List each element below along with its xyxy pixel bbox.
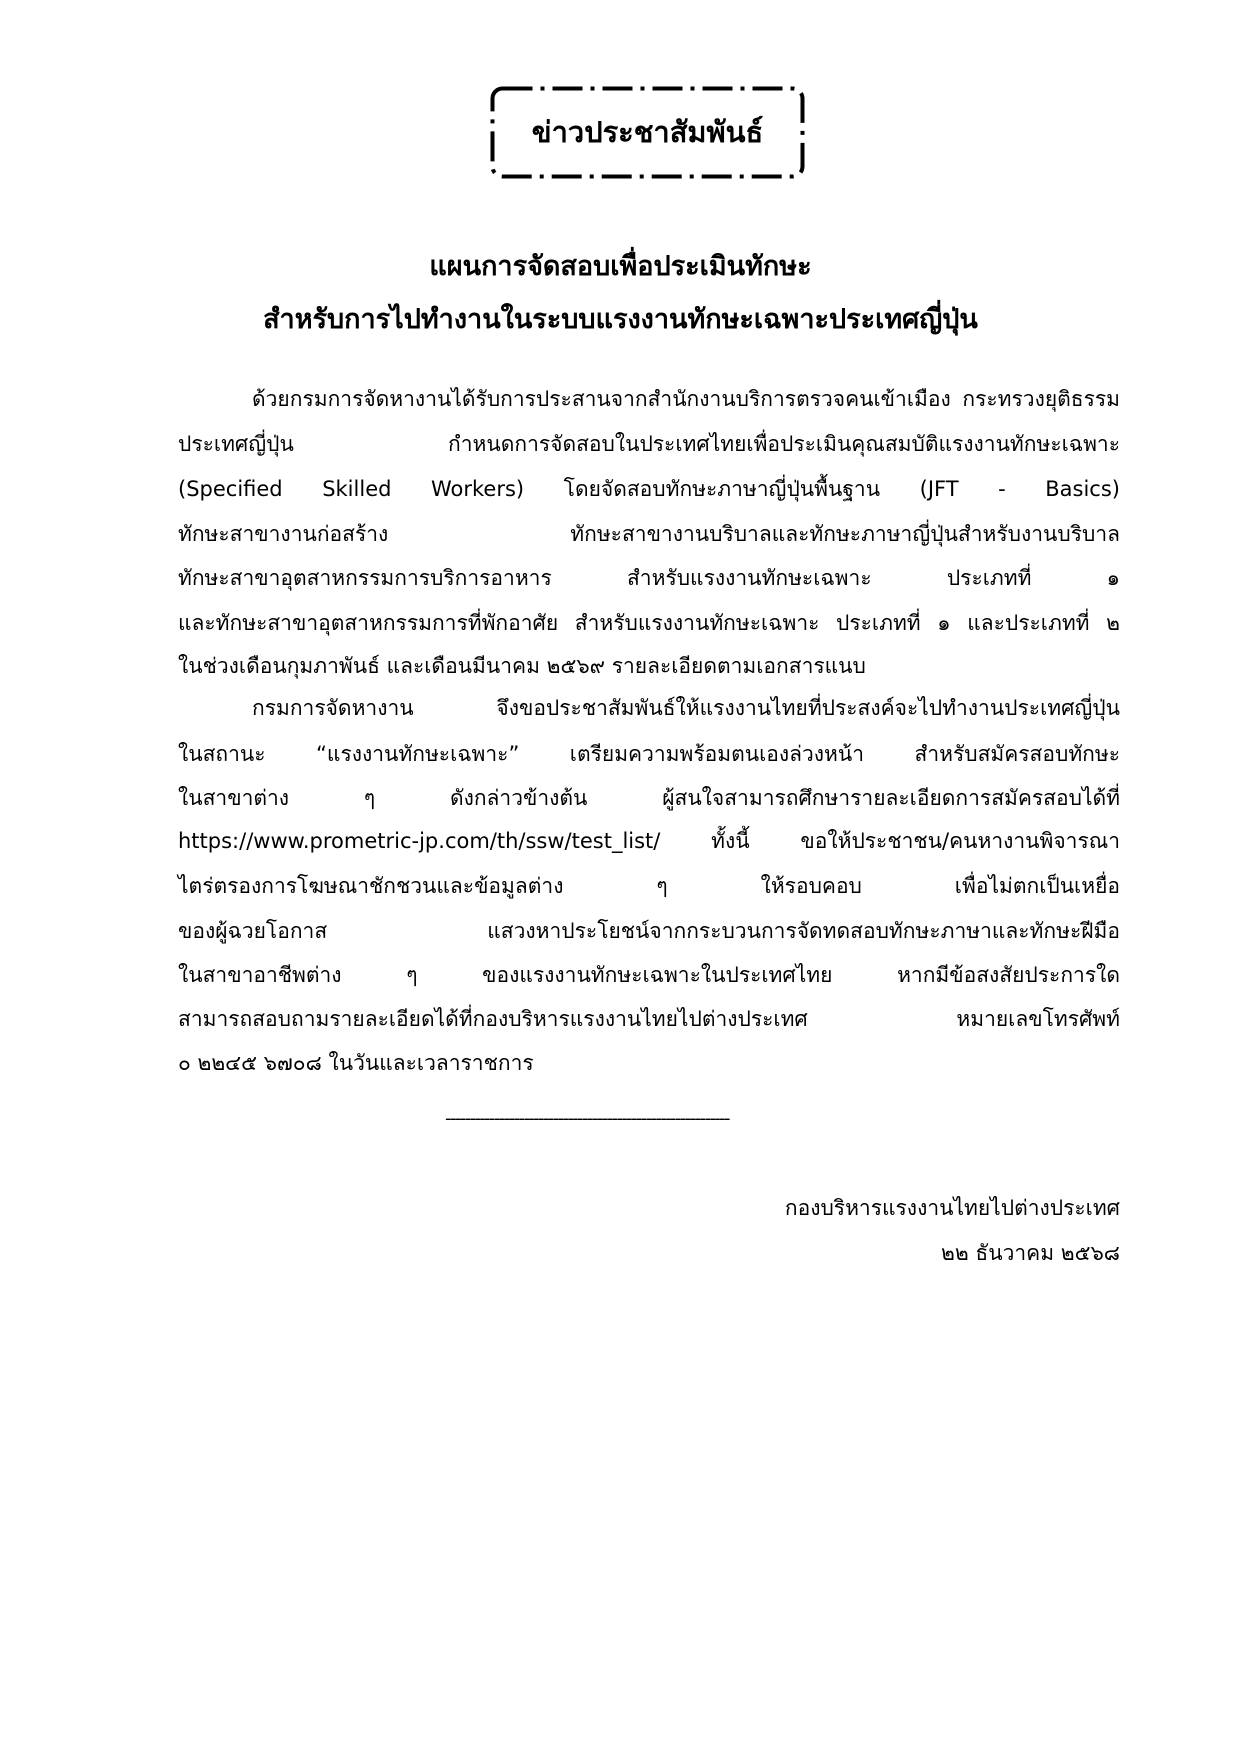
- paragraph-2-line: สามารถสอบถามรายละเอียดได้ที่กองบริหารแรงงานไทยไปต่างประเทศ หมายเลขโทรศัพท์: [178, 1007, 1120, 1031]
- document-title-line-2: สำหรับการไปทำงานในระบบแรงงานทักษะเฉพาะประเทศญี่ปุ่น: [263, 304, 978, 335]
- paragraph-1-line: ประเทศญี่ปุ่น กำหนดการจัดสอบในประเทศไทยเพื่อประเมินคุณสมบัติแรงงานทักษะเฉพาะ: [178, 432, 1120, 456]
- announcement-badge: [490, 86, 805, 179]
- paragraph-2-line: ในสาขาอาชีพต่าง ๆ ของแรงงานทักษะเฉพาะในประเทศไทย หากมีข้อสงสัยประการใด: [178, 963, 1120, 987]
- paragraph-2-line: ในสาขาต่าง ๆ ดังกล่าวข้างต้น ผู้สนใจสามารถศึกษารายละเอียดการสมัครสอบได้ที่: [178, 786, 1120, 810]
- paragraph-2-line: ไตร่ตรองการโฆษณาชักชวนและข้อมูลต่าง ๆ ให้รอบคอบ เพื่อไม่ตกเป็นเหยื่อ: [178, 874, 1120, 898]
- paragraph-1-line: ทักษะสาขางานก่อสร้าง ทักษะสาขางานบริบาลและทักษะภาษาญี่ปุ่นสำหรับงานบริบาล: [178, 522, 1120, 546]
- badge-title: ข่าวประชาสัมพันธ์: [531, 115, 764, 149]
- paragraph-2-line: ของผู้ฉวยโอกาส แสวงหาประโยชน์จากกระบวนการจัดทดสอบทักษะภาษาและทักษะฝีมือ: [178, 919, 1120, 943]
- paragraph-2-line: https://www.prometric-jp.com/th/ssw/test_list/ ทั้งนี้ ขอให้ประชาชน/คนหางานพิจารณา: [178, 829, 1120, 853]
- paragraph-1-line: ทักษะสาขาอุตสาหกรรมการบริการอาหาร สำหรับแรงงานทักษะเฉพาะ ประเภทที่ ๑: [178, 566, 1120, 590]
- paragraph-2-line: กรมการจัดหางาน จึงขอประชาสัมพันธ์ให้แรงงานไทยที่ประสงค์จะไปทำงานประเทศญี่ปุ่น: [252, 696, 1120, 720]
- paragraph-1-line: (Specified Skilled Workers) โดยจัดสอบทักษะภาษาญี่ปุ่นพื้นฐาน (JFT - Basics): [178, 477, 1120, 501]
- signature-date: ๒๒ ธันวาคม ๒๕๖๘: [941, 1241, 1120, 1265]
- paragraph-2-line: ในสถานะ “แรงงานทักษะเฉพาะ” เตรียมความพร้อมตนเองล่วงหน้า สำหรับสมัครสอบทักษะ: [178, 742, 1120, 766]
- paragraph-2-line: ๐ ๒๒๔๕ ๖๗๐๘ ในวันและเวลาราชการ: [178, 1051, 534, 1075]
- paragraph-1-line: ในช่วงเดือนกุมภาพันธ์ และเดือนมีนาคม ๒๕๖๙ รายละเอียดตามเอกสารแนบ: [178, 654, 866, 678]
- document-title-line-1: แผนการจัดสอบเพื่อประเมินทักษะ: [429, 251, 812, 282]
- paragraph-1-line: ด้วยกรมการจัดหางานได้รับการประสานจากสำนักงานบริการตรวจคนเข้าเมือง กระทรวงยุติธรรม: [252, 387, 1120, 411]
- paragraph-1-line: และทักษะสาขาอุตสาหกรรมการที่พักอาศัย สำหรับแรงงานทักษะเฉพาะ ประเภทที่ ๑ และประเภทที่ ๒: [178, 611, 1120, 635]
- signature-organization: กองบริหารแรงงานไทยไปต่างประเทศ: [784, 1196, 1120, 1220]
- section-divider: ----------------------------------------------------------: [445, 1108, 729, 1129]
